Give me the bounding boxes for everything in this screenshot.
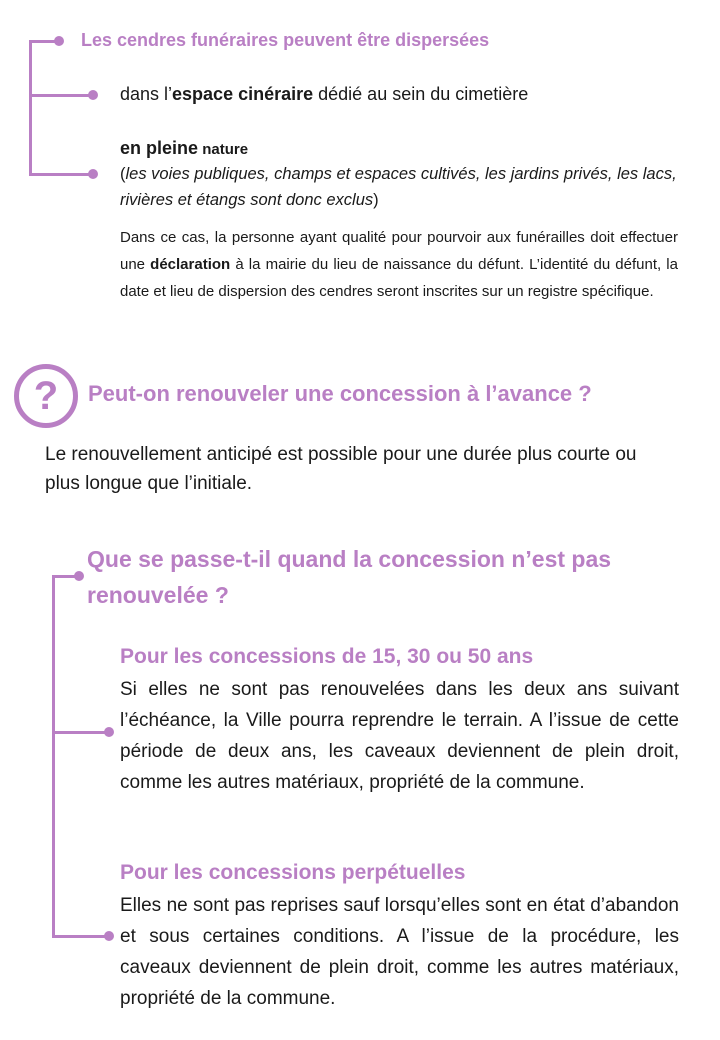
block1-text: Si elles ne sont pas renouvelées dans les deux ans suivant l’échéance, la Ville pourra reprendre le terrain. A l’issue de cette période de deux ans, les caveaux deviennent de plein droit, comme les autres matériaux, propriété de la commune. (120, 679, 679, 793)
note-after: à la mairie du lieu de naissance du défunt. L’identité du défunt, la date et lieu de dispersion des cendres seront inscrites sur un registre spécifique. (120, 256, 678, 300)
bracket-dot (54, 36, 64, 46)
section1-item-espace-cineraire (120, 84, 528, 105)
bracket-branch-line (52, 731, 108, 734)
bracket-branch-line (29, 173, 91, 176)
block1-title: Pour les concessions de 15, 30 ou 50 ans (120, 645, 534, 668)
note-before: Dans ce cas, la personne ayant qualité pour pourvoir aux funérailles doit effectuer une (120, 229, 678, 273)
item-text-before: dans l’ (120, 84, 173, 104)
question-circle-icon (14, 364, 78, 428)
bracket-dot (104, 931, 114, 941)
note-bold: déclaration (150, 256, 231, 273)
block2-text: Elles ne sont pas reprises sauf lorsqu’elles sont en état d’abandon et sous certaines conditions. A l’issue de la procédure, les caveaux deviennent de plein droit, comme les autres matériaux, propriété de la commune. (120, 895, 679, 1009)
bracket-vertical-line (52, 575, 55, 938)
section3-title: Que se passe-t-il quand la concession n’est pas renouvelée ? (87, 546, 612, 608)
bracket-dot (104, 727, 114, 737)
item-bold: en pleine (120, 138, 199, 158)
bracket-branch-line (52, 935, 108, 938)
section1-title: Les cendres funéraires peuvent être dispersées (81, 30, 490, 50)
section1-note (120, 224, 678, 305)
paren-open: ( (120, 165, 126, 183)
bracket-vertical-line (29, 40, 32, 176)
section2-text: Le renouvellement anticipé est possible pour une durée plus courte ou plus longue que l’initiale. (45, 444, 637, 494)
section2-title: Peut-on renouveler une concession à l’avance ? (88, 381, 592, 406)
bracket-dot (88, 90, 98, 100)
item-bold-small: nature (198, 141, 249, 158)
paren-close: ) (373, 191, 379, 209)
question-mark-glyph: ? (33, 374, 59, 418)
bracket-branch-line (29, 94, 91, 97)
bracket-dot (88, 169, 98, 179)
section1-item-pleine-nature (120, 138, 695, 213)
item-italic-text: les voies publiques, champs et espaces cultivés, les jardins privés, les lacs, rivières et étangs sont donc exclus (120, 165, 677, 209)
item-text-after: dédié au sein du cimetière (313, 84, 529, 104)
item-text-bold: espace cinéraire (172, 84, 314, 104)
bracket-dot (74, 571, 84, 581)
block2-title: Pour les concessions perpétuelles (120, 861, 466, 884)
